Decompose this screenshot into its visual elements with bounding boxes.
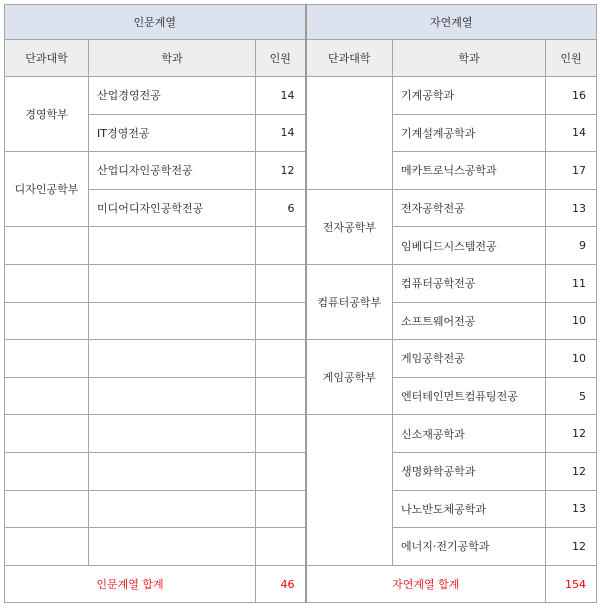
humanities-department-cell: 미디어디자인공학전공	[89, 189, 256, 227]
science-college-cell-empty	[306, 77, 393, 190]
science-department-cell: 생명화학공학과	[393, 452, 546, 490]
empty-cell	[5, 528, 89, 566]
science-department-cell: 기계공학과	[393, 77, 546, 115]
science-count-cell: 10	[546, 302, 597, 340]
humanities-college-cell: 경영학부	[5, 77, 89, 152]
empty-cell	[89, 415, 256, 453]
humanities-total-value: 46	[256, 565, 306, 603]
totals-row	[5, 565, 597, 603]
empty-cell	[256, 528, 306, 566]
science-count-cell: 16	[546, 77, 597, 115]
humanities-count-cell: 14	[256, 77, 306, 115]
science-count-cell: 13	[546, 490, 597, 528]
humanities-group-header: 인문계열	[5, 5, 306, 40]
table-row	[5, 114, 597, 152]
table-row	[5, 152, 597, 190]
humanities-department-header: 학과	[89, 40, 256, 77]
science-department-cell: 엔터테인먼트컴퓨팅전공	[393, 377, 546, 415]
science-department-cell: 소프트웨어전공	[393, 302, 546, 340]
science-department-cell: 임베디드시스템전공	[393, 227, 546, 265]
science-group-header: 자연계열	[306, 5, 597, 40]
empty-cell	[256, 264, 306, 302]
group-header-row	[5, 5, 597, 40]
science-count-cell: 12	[546, 415, 597, 453]
science-department-cell: 에너지·전기공학과	[393, 528, 546, 566]
empty-cell	[256, 302, 306, 340]
science-college-cell: 전자공학부	[306, 189, 393, 264]
science-count-header: 인원	[546, 40, 597, 77]
science-college-cell: 게임공학부	[306, 340, 393, 415]
humanities-department-cell: 산업디자인공학전공	[89, 152, 256, 190]
table-row	[5, 528, 597, 566]
humanities-total-label: 인문계열 합계	[5, 565, 256, 603]
empty-cell	[89, 227, 256, 265]
table-row	[5, 227, 597, 265]
empty-cell	[256, 490, 306, 528]
table-row	[5, 77, 597, 115]
science-count-cell: 10	[546, 340, 597, 378]
science-department-cell: 신소재공학과	[393, 415, 546, 453]
humanities-count-cell: 12	[256, 152, 306, 190]
science-college-cell: 컴퓨터공학부	[306, 264, 393, 339]
empty-cell	[89, 490, 256, 528]
humanities-count-header: 인원	[256, 40, 306, 77]
science-count-cell: 12	[546, 528, 597, 566]
science-count-cell: 5	[546, 377, 597, 415]
science-department-cell: 컴퓨터공학전공	[393, 264, 546, 302]
empty-cell	[5, 452, 89, 490]
science-department-header: 학과	[393, 40, 546, 77]
empty-cell	[256, 377, 306, 415]
empty-cell	[89, 340, 256, 378]
science-count-cell: 17	[546, 152, 597, 190]
table-row	[5, 264, 597, 302]
empty-cell	[256, 415, 306, 453]
empty-cell	[5, 415, 89, 453]
empty-cell	[5, 377, 89, 415]
table-row	[5, 189, 597, 227]
humanities-college-cell: 디자인공학부	[5, 152, 89, 227]
empty-cell	[89, 528, 256, 566]
science-department-cell: 나노반도체공학과	[393, 490, 546, 528]
empty-cell	[89, 377, 256, 415]
table-row	[5, 302, 597, 340]
science-department-cell: 기계설계공학과	[393, 114, 546, 152]
admissions-table	[4, 4, 597, 603]
empty-cell	[256, 452, 306, 490]
humanities-department-cell: IT경영전공	[89, 114, 256, 152]
empty-cell	[5, 490, 89, 528]
table-row	[5, 452, 597, 490]
science-department-cell: 게임공학전공	[393, 340, 546, 378]
empty-cell	[5, 302, 89, 340]
science-count-cell: 11	[546, 264, 597, 302]
empty-cell	[5, 264, 89, 302]
science-count-cell: 12	[546, 452, 597, 490]
science-count-cell: 14	[546, 114, 597, 152]
empty-cell	[5, 227, 89, 265]
empty-cell	[256, 340, 306, 378]
humanities-count-cell: 14	[256, 114, 306, 152]
humanities-department-cell: 산업경영전공	[89, 77, 256, 115]
table-row	[5, 340, 597, 378]
science-total-label: 자연계열 합계	[306, 565, 546, 603]
empty-cell	[5, 340, 89, 378]
empty-cell	[89, 452, 256, 490]
empty-cell	[256, 227, 306, 265]
empty-cell	[89, 302, 256, 340]
science-total-value: 154	[546, 565, 597, 603]
science-count-cell: 13	[546, 189, 597, 227]
table-row	[5, 377, 597, 415]
table-row	[5, 415, 597, 453]
humanities-count-cell: 6	[256, 189, 306, 227]
column-header-row	[5, 40, 597, 77]
humanities-college-header: 단과대학	[5, 40, 89, 77]
table-row	[5, 490, 597, 528]
science-college-header: 단과대학	[306, 40, 393, 77]
science-department-cell: 메카트로닉스공학과	[393, 152, 546, 190]
empty-cell	[89, 264, 256, 302]
science-count-cell: 9	[546, 227, 597, 265]
science-college-cell-empty	[306, 415, 393, 565]
science-department-cell: 전자공학전공	[393, 189, 546, 227]
